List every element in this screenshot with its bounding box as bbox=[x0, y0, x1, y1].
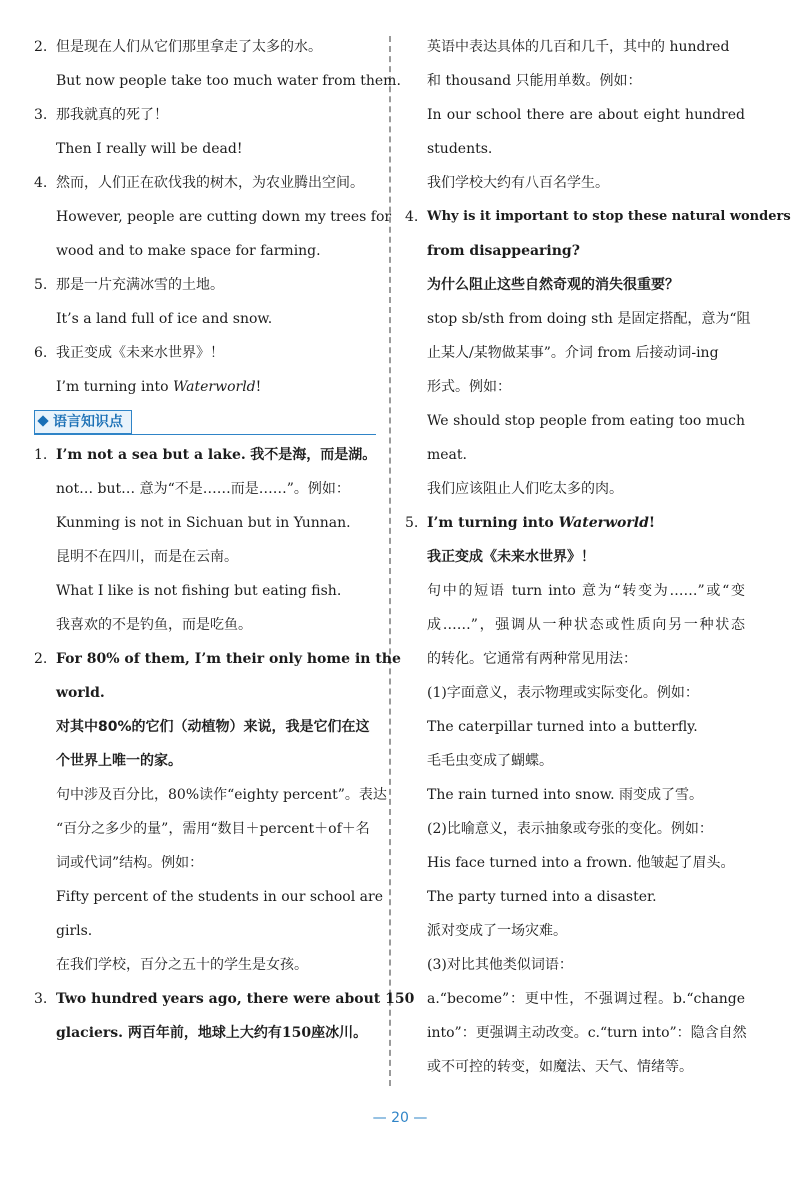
explanation-line: 句中涉及百分比，80%读作“eighty percent”。表达 bbox=[56, 787, 387, 803]
chinese-sentence: 然而，人们正在砍伐我的树木，为农业腾出空间。 bbox=[56, 175, 364, 191]
explanation-line: 和 thousand 只能用单数。例如： bbox=[427, 73, 642, 89]
translation-item-3 bbox=[34, 98, 376, 166]
point-title-text: I’m turning into bbox=[427, 515, 559, 531]
italic-title: Waterworld bbox=[172, 379, 256, 395]
point-title: For 80% of them, I’m their only home in the bbox=[56, 651, 401, 667]
point-translation: 为什么阻止这些自然奇观的消失很重要？ bbox=[427, 277, 679, 293]
knowledge-point-4 bbox=[405, 200, 791, 506]
point-title-cont: world. bbox=[56, 685, 105, 701]
explanation-line: not… but… 意为“不是……而是……”。例如： bbox=[56, 481, 350, 497]
explanation-line: “百分之多少的量”，需用“数目＋percent＋of＋名 bbox=[56, 821, 370, 837]
explanation-line: 止某人/某物做某事”。介词 from 后接动词-ing bbox=[427, 345, 719, 361]
english-text: I’m turning into bbox=[56, 379, 173, 395]
section-title-box bbox=[34, 410, 132, 434]
section-underline bbox=[34, 434, 376, 435]
section-title: 语言知识点 bbox=[53, 414, 123, 430]
example-line: In our school there are about eight hundred bbox=[427, 107, 745, 123]
example-line: 我喜欢的不是钓鱼，而是吃鱼。 bbox=[56, 617, 252, 633]
usage-heading: (1)字面意义，表示物理或实际变化。例如： bbox=[427, 685, 699, 701]
english-sentence bbox=[34, 370, 376, 404]
english-text-end: ! bbox=[255, 379, 262, 395]
example-line: We should stop people from eating too much bbox=[427, 413, 745, 429]
point-title: Two hundred years ago, there were about 150 bbox=[56, 991, 415, 1007]
usage-heading: (3)对比其他类似词语： bbox=[427, 957, 573, 973]
english-sentence: It’s a land full of ice and snow. bbox=[56, 311, 273, 327]
point-title bbox=[34, 438, 376, 472]
item-number: 6. bbox=[34, 345, 48, 361]
english-sentence: However, people are cutting down my trees for bbox=[56, 209, 392, 225]
usage-heading: (2)比喻意义，表示抽象或夸张的变化。例如： bbox=[427, 821, 713, 837]
translation-item-6 bbox=[34, 336, 376, 404]
item-number: 1. bbox=[34, 447, 48, 463]
item-number: 4. bbox=[405, 209, 419, 225]
example-line: girls. bbox=[56, 923, 93, 939]
english-sentence: Then I really will be dead! bbox=[56, 141, 243, 157]
point-translation: 我正变成《未来水世界》！ bbox=[427, 549, 595, 565]
column-divider bbox=[389, 36, 391, 1086]
explanation-line: 的转化。它通常有两种常见用法： bbox=[427, 651, 637, 667]
example-line: Kunming is not in Sichuan but in Yunnan. bbox=[56, 515, 351, 531]
item-number: 2. bbox=[34, 39, 48, 55]
diamond-icon bbox=[37, 415, 48, 426]
example-line: The rain turned into snow. 雨变成了雪。 bbox=[427, 787, 703, 803]
point-title: Why is it important to stop these natural wonders bbox=[427, 209, 791, 224]
knowledge-point-1 bbox=[34, 438, 376, 642]
example-line: 毛毛虫变成了蝴蝶。 bbox=[427, 753, 553, 769]
right-column bbox=[405, 30, 791, 1084]
item-number: 4. bbox=[34, 175, 48, 191]
chinese-sentence: 我正变成《未来水世界》！ bbox=[56, 345, 224, 361]
translation-item-2 bbox=[34, 30, 401, 98]
point-title-cont: from disappearing? bbox=[427, 243, 580, 259]
example-line: 我们学校大约有八百名学生。 bbox=[427, 175, 609, 191]
english-sentence: But now people take too much water from them. bbox=[56, 73, 401, 89]
example-line: meat. bbox=[427, 447, 467, 463]
knowledge-point-2 bbox=[34, 642, 401, 982]
example-line: 我们应该阻止人们吃太多的肉。 bbox=[427, 481, 623, 497]
point-translation-cont: 个世界上唯一的家。 bbox=[56, 753, 182, 769]
item-number: 2. bbox=[34, 651, 48, 667]
left-column bbox=[34, 30, 415, 1050]
point-translation: 对其中80%的它们（动植物）来说，我是它们在这 bbox=[56, 719, 370, 735]
item-number: 3. bbox=[34, 991, 48, 1007]
explanation-line: 成……”，强调从一种状态或性质向另一种状态 bbox=[427, 617, 745, 633]
example-line: The party turned into a disaster. bbox=[427, 889, 657, 905]
translation-item-4 bbox=[34, 166, 392, 268]
item-number: 5. bbox=[405, 515, 419, 531]
example-line: 在我们学校，百分之五十的学生是女孩。 bbox=[56, 957, 308, 973]
point-title-cont: glaciers. 两百年前，地球上大约有150座冰川。 bbox=[56, 1025, 368, 1041]
chinese-sentence: 那是一片充满冰雪的土地。 bbox=[56, 277, 224, 293]
section-header bbox=[34, 404, 376, 438]
page-number: — 20 — bbox=[372, 1110, 428, 1126]
example-line: The caterpillar turned into a butterfly. bbox=[427, 719, 698, 735]
explanation-line: stop sb/sth from doing sth 是固定搭配，意为“阻 bbox=[427, 311, 751, 327]
translation-item-5 bbox=[34, 268, 376, 336]
point-title-english: I’m not a sea but a lake. bbox=[56, 447, 246, 463]
comparison-line: a.“become”：更中性，不强调过程。b.“change bbox=[427, 991, 745, 1007]
comparison-line: into”：更强调主动改变。c.“turn into”：隐含自然 bbox=[427, 1025, 747, 1041]
italic-title: Waterworld bbox=[558, 515, 649, 531]
example-line: 昆明不在四川，而是在云南。 bbox=[56, 549, 238, 565]
explanation-line: 形式。例如： bbox=[427, 379, 511, 395]
example-line: What I like is not fishing but eating fish. bbox=[56, 583, 342, 599]
example-line: Fifty percent of the students in our school are bbox=[56, 889, 383, 905]
point-title-end: ! bbox=[648, 515, 656, 531]
explanation-line: 句中的短语 turn into 意为“转变为……”或“变 bbox=[427, 583, 745, 599]
point-title bbox=[405, 506, 745, 540]
chinese-sentence: 那我就真的死了！ bbox=[56, 107, 168, 123]
comparison-line: 或不可控的转变，如魔法、天气、情绪等。 bbox=[427, 1059, 693, 1075]
explanation-line: 词或代词”结构。例如： bbox=[56, 855, 204, 871]
item-number: 5. bbox=[34, 277, 48, 293]
knowledge-point-3 bbox=[34, 982, 415, 1050]
example-line: 派对变成了一场灾难。 bbox=[427, 923, 567, 939]
knowledge-point-5 bbox=[405, 506, 745, 1084]
point-title-chinese: 我不是海，而是湖。 bbox=[250, 447, 377, 463]
item-number: 3. bbox=[34, 107, 48, 123]
chinese-sentence: 但是现在人们从它们那里拿走了太多的水。 bbox=[56, 39, 322, 55]
example-line: His face turned into a frown. 他皱起了眉头。 bbox=[427, 855, 735, 871]
english-sentence-cont: wood and to make space for farming. bbox=[56, 243, 321, 259]
example-line: students. bbox=[427, 141, 493, 157]
explanation-line: 英语中表达具体的几百和几千，其中的 hundred bbox=[427, 39, 730, 55]
